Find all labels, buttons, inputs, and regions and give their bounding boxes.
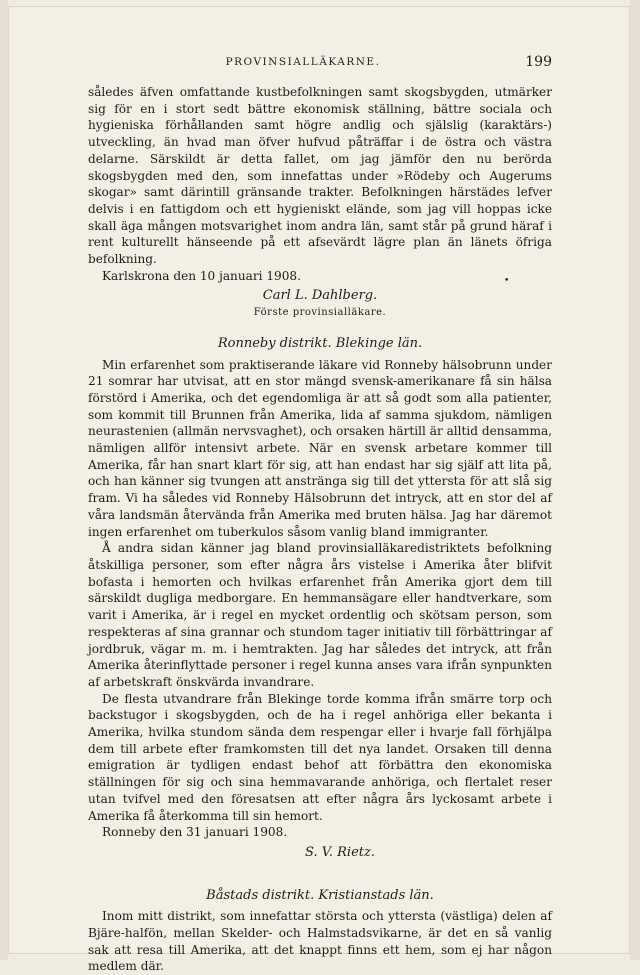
page-body xyxy=(88,84,552,975)
signature-dahlberg: Carl L. Dahlberg. xyxy=(262,288,378,304)
paragraph-continuation: således äfven omfattande kustbefolkningen samt skogsbygden, utmärker sig för en i stort sedt bättre ekonomisk ställning, bättre sociala och hygieniska förhållanden samt högre andlig och själslig (karaktärs-) utveckling, än hvad man öfver hufvud påträffar i de östra och västra delarne. Särskildt är detta fallet, om jag jämför den nu berörda skogsbygden med den, som innefattas under »Rödeby och Augerums skogar» samt därintill gränsande trakter. Befolkningen härstädes lefver delvis i en fattigdom och ett hygieniskt elände, som jag vill hoppas icke skall äga mången motsvarighet inom andra län, samt står på grund häraf i rent kulturellt hänseende på ett afsevärdt lägre plan än länets öfriga befolkning. xyxy=(88,85,552,267)
page-edge-left xyxy=(0,0,8,960)
book-page xyxy=(8,6,630,974)
paragraph-ronneby-3: De flesta utvandrare från Blekinge torde komma ifrån smärre torp och backstugor i skogsbygden, och de ha i regel anhöriga eller bekanta i Amerika, hvilka stundom sända dem respengar eller i hvarje fall förhjälpa dem till arbete efter framkomsten till det nya landet. Orsaken till denna emigration är tydligen endast behof att förbättra den ekonomiska ställningen för sig och sina hemmavarande anhöriga, och flertalet reser utan tvifvel med den föresatsen att efter några års lyckosamt arbete i Amerika få återkomma till sin hemort. xyxy=(88,691,552,823)
paragraph-ronneby-2: Å andra sidan känner jag bland provinsialläkaredistriktets befolkning åtskilliga personer, som efter några års vistelse i Amerika åter blifvit bofasta i hemorten och hvilkas erfarenhet från Amerika gjort dem till särskildt dugliga medborgare. En hemmansägare eller handtverkare, som varit i Amerika, är i regel en mycket ordentlig och skötsam person, som respekteras af sina grannar och stundom tager initiativ till förbättringar af jordbruk, vägar m. m. i hemtrakten. Jag har således det intryck, att från Amerika återinflyttade personer i regel kunna anses vara ifrån synpunkten af arbetskraft önskvärda invandrare. xyxy=(88,541,552,689)
page-header xyxy=(8,54,630,72)
page-edge-right xyxy=(630,0,640,960)
page-number: 199 xyxy=(525,54,552,70)
date-line-ronneby: Ronneby den 31 januari 1908. xyxy=(102,825,288,840)
paragraph-ronneby-1: Min erfarenhet som praktiserande läkare vid Ronneby hälsobrunn under 21 somrar har utvisat, att en stor mängd svensk-amerikanare få sin hälsa förstörd i Amerika, och det egendomliga är att så godt som alla patienter, som kommit till Brunnen från Amerika, lida af samma sjukdom, nämligen neurastenien (allmän nervsvaghet), och orsaken härtill är alltid densamma, nämligen allför intensivt arbete. När en svensk arbetare kommer till Amerika, får han snart klart för sig, att han endast har sig själf att lita på, och han känner sig tvungen att anstränga sig till det yttersta för att slå sig fram. Vi ha således vid Ronneby Hälsobrunn det intryck, att en stor del af våra landsmän återvända från Amerika med bruten hälsa. Jag har däremot ingen erfarenhet om tuberkulos såsom vanlig bland immigranter. xyxy=(88,357,552,539)
signature-rietz: S. V. Rietz. xyxy=(305,844,375,860)
date-line-karlskrona: Karlskrona den 10 januari 1908. xyxy=(102,268,301,283)
running-title: PROVINSIALLÄKARNE. xyxy=(225,56,381,68)
section-heading-ronneby: Ronneby distrikt. Blekinge län. xyxy=(217,335,423,351)
signature-title: Förste provinsialläkare. xyxy=(253,307,387,319)
print-speck: • xyxy=(504,276,510,286)
section-heading-bastad: Båstads distrikt. Kristianstads län. xyxy=(206,887,434,903)
paragraph-bastad-1: Inom mitt distrikt, som innefattar största och yttersta (västliga) delen af Bjäre-halfön, mellan Skelder- och Halmstadsvikarne, är det en så vanlig sak att resa till Amerika, att det knappt finns ett hem, som ej har någon medlem där. xyxy=(88,909,552,974)
